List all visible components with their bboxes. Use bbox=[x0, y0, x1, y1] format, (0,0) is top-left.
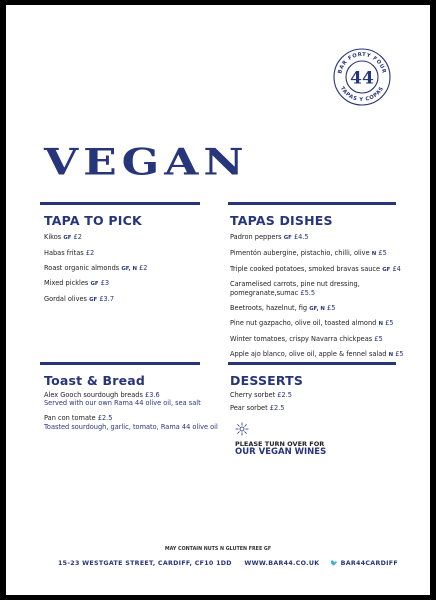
list-item: Gordal olives GF £3.7 bbox=[44, 295, 115, 304]
footer-address: 15-23 WESTGATE STREET, CARDIFF, CF10 1DD bbox=[58, 560, 232, 567]
toast-and-bread-list bbox=[44, 391, 218, 431]
list-item: Padron peppers GF £4.5 bbox=[230, 233, 309, 241]
heading-desserts: DESSERTS bbox=[230, 373, 304, 388]
section-rule bbox=[228, 362, 396, 365]
section-rule bbox=[40, 362, 200, 365]
list-item: Triple cooked potatoes, smoked bravas sauce GF £4 bbox=[230, 264, 401, 273]
desserts-list bbox=[230, 391, 292, 412]
list-item: Habas fritas £2 bbox=[44, 248, 95, 257]
list-item: Kikos GF £2 bbox=[44, 233, 82, 241]
twitter-icon: 🐦 bbox=[329, 560, 339, 567]
heading-tapas-dishes: TAPAS DISHES bbox=[230, 213, 333, 228]
section-rule bbox=[228, 202, 396, 205]
list-item: Alex Gooch sourdough breads £3.6 bbox=[44, 391, 160, 399]
heading-tapa-to-pick: TAPA TO PICK bbox=[44, 213, 142, 228]
list-item: Mixed pickles GF £3 bbox=[44, 279, 110, 288]
list-item: Pear sorbet £2.5 bbox=[230, 404, 285, 412]
allergen-disclaimer: MAY CONTAIN NUTS N GLUTEN FREE GF bbox=[164, 547, 272, 552]
footer-social-handle[interactable]: BAR44CARDIFF bbox=[340, 560, 398, 567]
list-item: Apple ajo blanco, olive oil, apple & fennel salad N £5 bbox=[230, 349, 404, 358]
list-item: Cherry sorbet £2.5 bbox=[230, 391, 292, 399]
item-description: Toasted sourdough, garlic, tomato, Rama 44 olive oil bbox=[44, 422, 218, 431]
tapas-dishes-list bbox=[230, 233, 404, 359]
tapa-to-pick-list bbox=[44, 233, 148, 305]
list-item: Roast organic almonds GF, N £2 bbox=[44, 263, 148, 272]
turn-over-note bbox=[235, 440, 326, 456]
turn-over-line2: OUR VEGAN WINES bbox=[235, 447, 327, 457]
footer-website[interactable]: WWW.BAR44.CO.UK bbox=[244, 560, 320, 567]
menu-sheet bbox=[6, 5, 430, 595]
footer bbox=[58, 559, 398, 567]
svg-text:BAR FORTY FOUR: BAR FORTY FOUR bbox=[337, 51, 387, 75]
logo-44-text: 44 bbox=[350, 68, 374, 89]
list-item: Beetroots, hazelnut, fig GF, N £5 bbox=[230, 303, 336, 312]
bar44-logo bbox=[332, 47, 392, 107]
list-item: Caramelised carrots, pine nut dressing, pomegranate,sumac £5.5 bbox=[230, 280, 360, 297]
list-item: Pimentón aubergine, pistachio, chilli, olive N £5 bbox=[230, 248, 387, 257]
list-item: Pine nut gazpacho, olive oil, toasted almond N £5 bbox=[230, 319, 394, 328]
section-rule bbox=[40, 202, 200, 205]
svg-text:TAPAS Y COPAS: TAPAS Y COPAS bbox=[338, 85, 386, 104]
menu-title: VEGAN bbox=[44, 141, 249, 184]
heading-toast-and-bread: Toast & Bread bbox=[44, 373, 146, 388]
turn-over-line1: PLEASE TURN OVER FOR bbox=[235, 440, 325, 448]
list-item: Pan con tomate £2.5 bbox=[44, 414, 113, 423]
sunburst-icon bbox=[235, 422, 249, 436]
list-item: Winter tomatoes, crispy Navarra chickpeas £5 bbox=[230, 335, 383, 344]
item-description: Served with our own Rama 44 olive oil, sea salt bbox=[44, 399, 201, 408]
